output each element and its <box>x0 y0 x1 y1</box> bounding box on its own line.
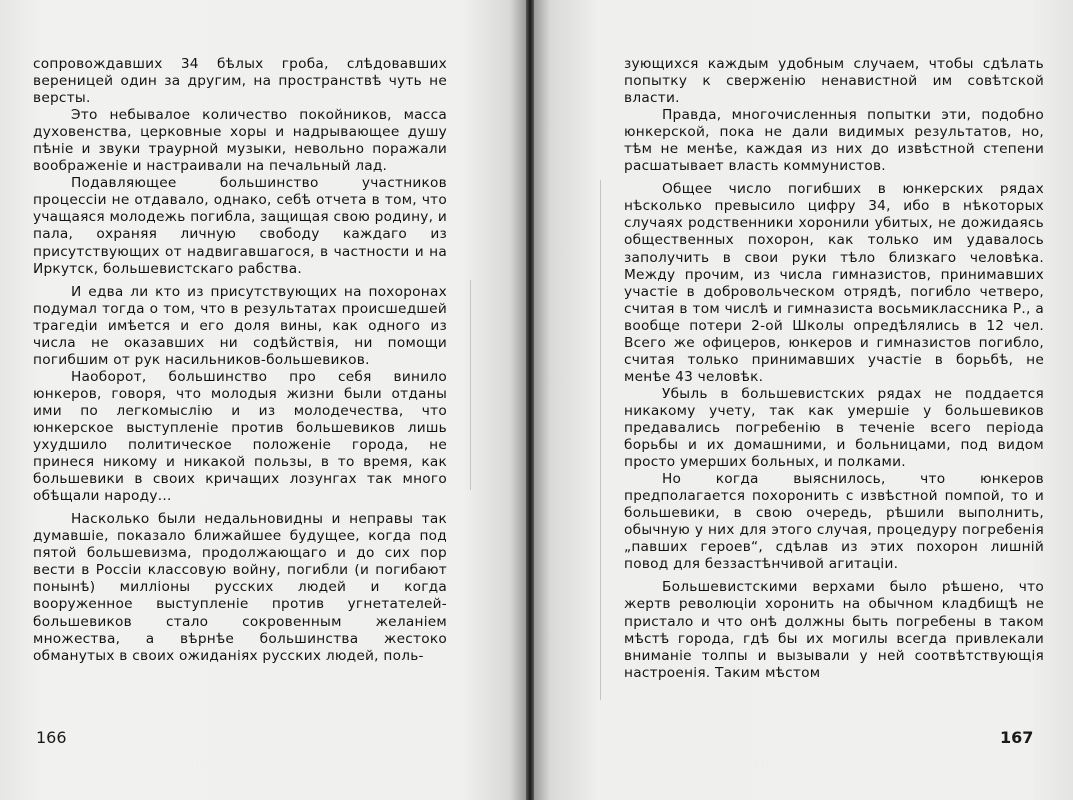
paper-crease <box>600 180 601 700</box>
paragraph: Правда, многочисленныя попытки эти, подобно юнкерской, пока не дали видимых результатов, но, тѣм не менѣе, каждая из них до извѣстной степени расшатывает власть коммунистов. <box>624 107 1044 175</box>
paragraph: И едва ли кто из присутствующих на похоронах подумал тогда о том, что в результатах происшедшей трагедіи имѣется и его доля вины, как одного из числа не оказавших ни содѣйствія, ни помощи погибшим от рук насильников-большевиков. <box>33 283 447 368</box>
paragraph: Это небывалое количество покойников, масса духовенства, церковные хоры и надрывающее душу пѣніе и звуки траурной музыки, невольно поражали воображеніе и настраивали на печальный лад. <box>33 107 447 175</box>
paragraph: Убыль в большевистских рядах не поддается никакому учету, так как умершіе у большевиков предавались погребенію в теченіе всего періода борьбы и их домашними, и больницами, под видом просто умерших больных, и полками. <box>624 385 1044 471</box>
book-gutter <box>526 0 534 800</box>
paragraph: Общее число погибших в юнкерских рядах нѣсколько превысило цифру 34, ибо в нѣкоторых случаях родственники хоронили убитых, не дожидаясь общественных похорон, как только им удавалось заполучить в свои руки тѣло близкаго человѣка. Между прочим, из числа гимназистов, принимавших участіе в добровольческом отрядѣ, погибло четверо, считая в том числѣ и гимназиста восьмиклассника Р., а вообще потери 2-ой Школы опредѣлялись в 12 чел. Всего же офицеров, юнкеров и гимназистов погибло, считая только принимавших участіе в борьбѣ, не менѣе 43 человѣк. <box>624 181 1044 385</box>
left-page <box>0 0 526 800</box>
paragraph: Подавляющее большинство участников процессіи не отдавало, однако, себѣ отчета в том, что учащаяся молодежь погибла, защищая свою родину, и пала, охраняя личную свободу каждаго из присутствующих от надвигавшагося, в частности и на Иркутск, большевистскаго рабства. <box>33 175 447 277</box>
page-number: 167 <box>1000 728 1034 747</box>
paragraph: Насколько были недальновидны и неправы так думавшіе, показало ближайшее будущее, когда под пятой большевизма, продолжающаго и до сих пор вести в Россіи классовую войну, погибли (и погибают понынѣ) милліоны русских людей и когда вооруженное выступленіе против угнетателей-большевиков стало сокровенным желаніем множества, а вѣрнѣе большинства жестоко обманутых в своих ожиданіях русских людей, поль- <box>33 511 447 664</box>
paragraph: Но когда выяснилось, что юнкеров предполагается похоронить с извѣстной помпой, то и большевики, в свою очередь, рѣшили выполнить, обычную у них для этого случая, процедуру погребенія „павших героев“, сдѣлав из этих похорон лишній повод для беззастѣнчивой агитаціи. <box>624 471 1044 573</box>
left-page-text <box>33 56 447 665</box>
paragraph: сопровождавших 34 бѣлых гроба, слѣдовавших вереницей один за другим, на пространствѣ чуть не версты. <box>33 56 447 107</box>
paragraph: зующихся каждым удобным случаем, чтобы сдѣлать попытку к сверженію ненавистной им совѣтской власти. <box>624 56 1044 107</box>
paper-crease <box>470 280 471 490</box>
page-number: 166 <box>36 728 67 747</box>
paragraph: Наоборот, большинство про себя винило юнкеров, говоря, что молодыя жизни были отданы ими по легкомыслію и из молодечества, что юнкерское выступленіе против большевиков лишь ухудшило политическое положеніе города, не принеся никому и никакой пользы, в то время, как большевики в своих кричащих лозунгах так много обѣщали народу... <box>33 368 447 505</box>
paragraph: Большевистскими верхами было рѣшено, что жертв революціи хоронить на обычном кладбищѣ не пристало и что онѣ должны быть погребены в таком мѣстѣ города, гдѣ бы их могилы всегда привлекали вниманіе толпы и вызывали у ней соотвѣтствующія настроенія. Таким мѣстом <box>624 579 1044 681</box>
right-page-text <box>624 56 1044 682</box>
right-page <box>534 0 1073 800</box>
